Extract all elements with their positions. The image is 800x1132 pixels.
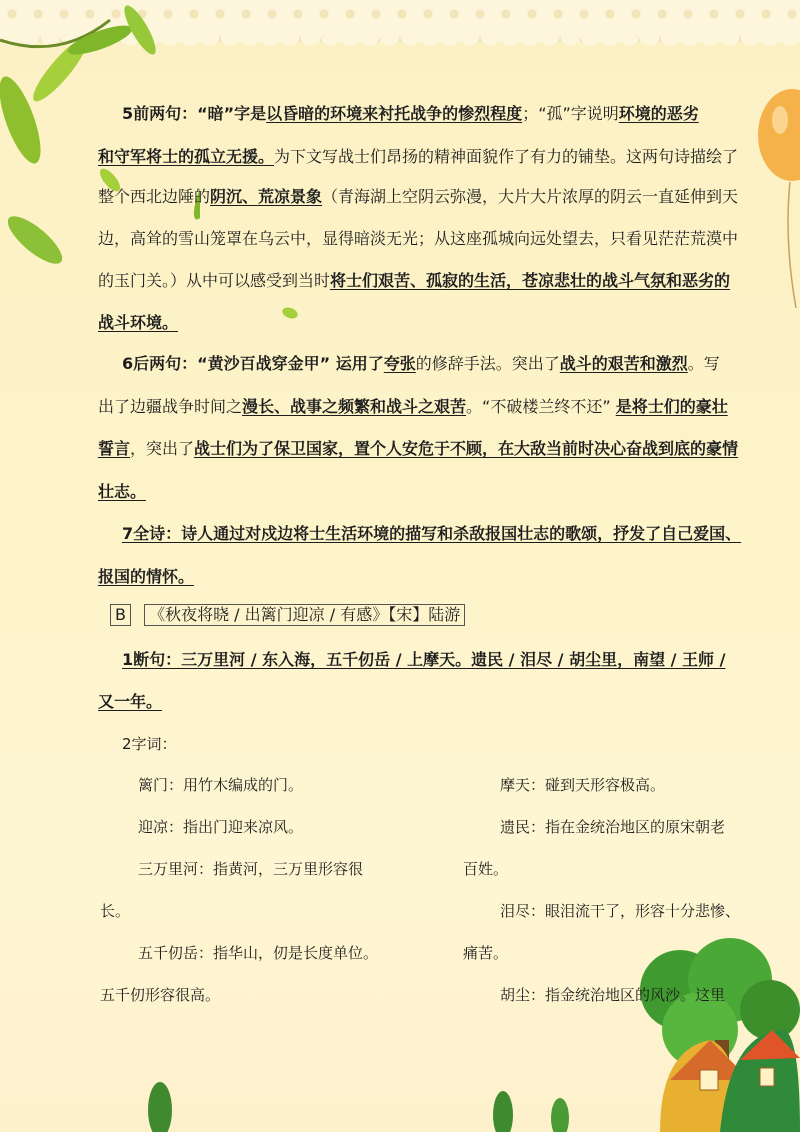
duanju-line1: 1断句：三万里河 / 东入海，五千仞岳 / 上摩天。遗民 / 泪尽 / 胡尘里，南望 / 王师 /: [122, 650, 726, 669]
ziyi-left-item: 三万里河：指黄河，三万里形容很: [138, 860, 364, 878]
highlight-text: 将士们艰苦、孤寂的生活，苍凉悲壮的战斗气氛和恶劣的: [330, 271, 731, 290]
ziyi-label: 2字词：: [122, 735, 177, 753]
ziyi-right-item: 百姓。: [463, 860, 509, 878]
highlight-text: 漫长、战事之频繁和战斗之艰苦: [242, 397, 467, 416]
highlight-text: 是将士们的豪壮: [615, 397, 728, 416]
tree-house-icon: [600, 930, 800, 1132]
para7-line1: 7全诗：诗人通过对戍边将士生活环境的描写和杀敌报国壮志的歌颂，抒发了自己爱国、: [122, 524, 742, 543]
para5-line2: [98, 146, 738, 168]
highlight-text: 以昏暗的环境来衬托战争的惨烈程度: [266, 104, 523, 123]
para6-lead: 6后两句：“黄沙百战穿金甲” 运用了: [122, 354, 384, 373]
highlight-text: 环境的恶劣: [618, 104, 699, 123]
ziyi-left-item: 长。: [100, 902, 131, 920]
ziyi-left-item: 迎凉：指出门迎来凉风。: [138, 818, 304, 836]
bottom-trees-icon: [0, 1070, 600, 1132]
plain-text: 。“不破楼兰终不还”: [466, 397, 616, 416]
para6-line3: [98, 438, 738, 460]
para5-line6: 战斗环境。: [98, 313, 179, 332]
ziyi-left-item: 五千仞岳：指华山，仞是长度单位。: [138, 944, 379, 962]
para5-line4: 边，高耸的雪山笼罩在乌云中，显得暗淡无光；从这座孤城向远处望去，只看见茫茫荒漠中: [98, 229, 739, 248]
ziyi-right-item: 摩天：碰到天形容极高。: [500, 776, 666, 794]
plain-text: ；“孤”字说明: [522, 104, 619, 123]
highlight-text: 夸张: [383, 354, 416, 373]
ziyi-left-item: 篱门：用竹木编成的门。: [138, 776, 304, 794]
plain-text: ，突出了: [130, 439, 195, 458]
plain-text: 为下文写战士们昂扬的精神面貌作了有力的铺垫。这两句诗描绘了: [274, 147, 739, 166]
plain-text: 出了边疆战争时间之: [98, 397, 243, 416]
highlight-text: 誓言: [98, 439, 131, 458]
section-b-heading: [110, 604, 465, 626]
highlight-text: 阴沉、荒凉景象: [210, 187, 323, 206]
para5-line3: [98, 186, 738, 208]
leaf-icon: [280, 305, 300, 321]
para6-line2: [98, 396, 728, 418]
ziyi-right-item: 遗民：指在金统治地区的原宋朝老: [500, 818, 726, 836]
para5-line5: [98, 270, 730, 292]
para6-line4: 壮志。: [98, 482, 147, 501]
plain-text: （青海湖上空阴云弥漫，大片大片浓厚的阴云一直延伸到天: [322, 187, 739, 206]
highlight-text: 和守军将士的孤立无援。: [98, 147, 275, 166]
ziyi-right-item: 痛苦。: [463, 944, 509, 962]
plain-text: 整个西北边陲的: [98, 187, 211, 206]
balloon-icon: [740, 50, 800, 310]
plain-text: 的玉门关。）从中可以感受到当时: [98, 271, 331, 290]
para5-line1: [122, 103, 699, 125]
highlight-text: 战士们为了保卫国家，置个人安危于不顾，在大敌当前时决心奋战到底的豪情: [194, 439, 739, 458]
plain-text: 的修辞手法。突出了: [415, 354, 560, 373]
plain-text: 。写: [687, 354, 720, 373]
ziyi-right-item: 泪尽：眼泪流干了，形容十分悲惨、: [500, 902, 741, 920]
duanju-line2: 又一年。: [98, 692, 163, 711]
ziyi-right-item: 胡尘：指金统治地区的风沙。这里: [500, 986, 726, 1004]
para5-lead: 5前两句：“暗”字是: [122, 104, 267, 123]
section-letter: B: [110, 604, 131, 626]
para7-line2: 报国的情怀。: [98, 567, 195, 586]
highlight-text: 战斗的艰苦和激烈: [559, 354, 688, 373]
poem-title: 《秋夜将晓 / 出篱门迎凉 / 有感》【宋】陆游: [144, 604, 465, 626]
ziyi-left-item: 五千仞形容很高。: [100, 986, 221, 1004]
para6-line1: [122, 353, 720, 375]
